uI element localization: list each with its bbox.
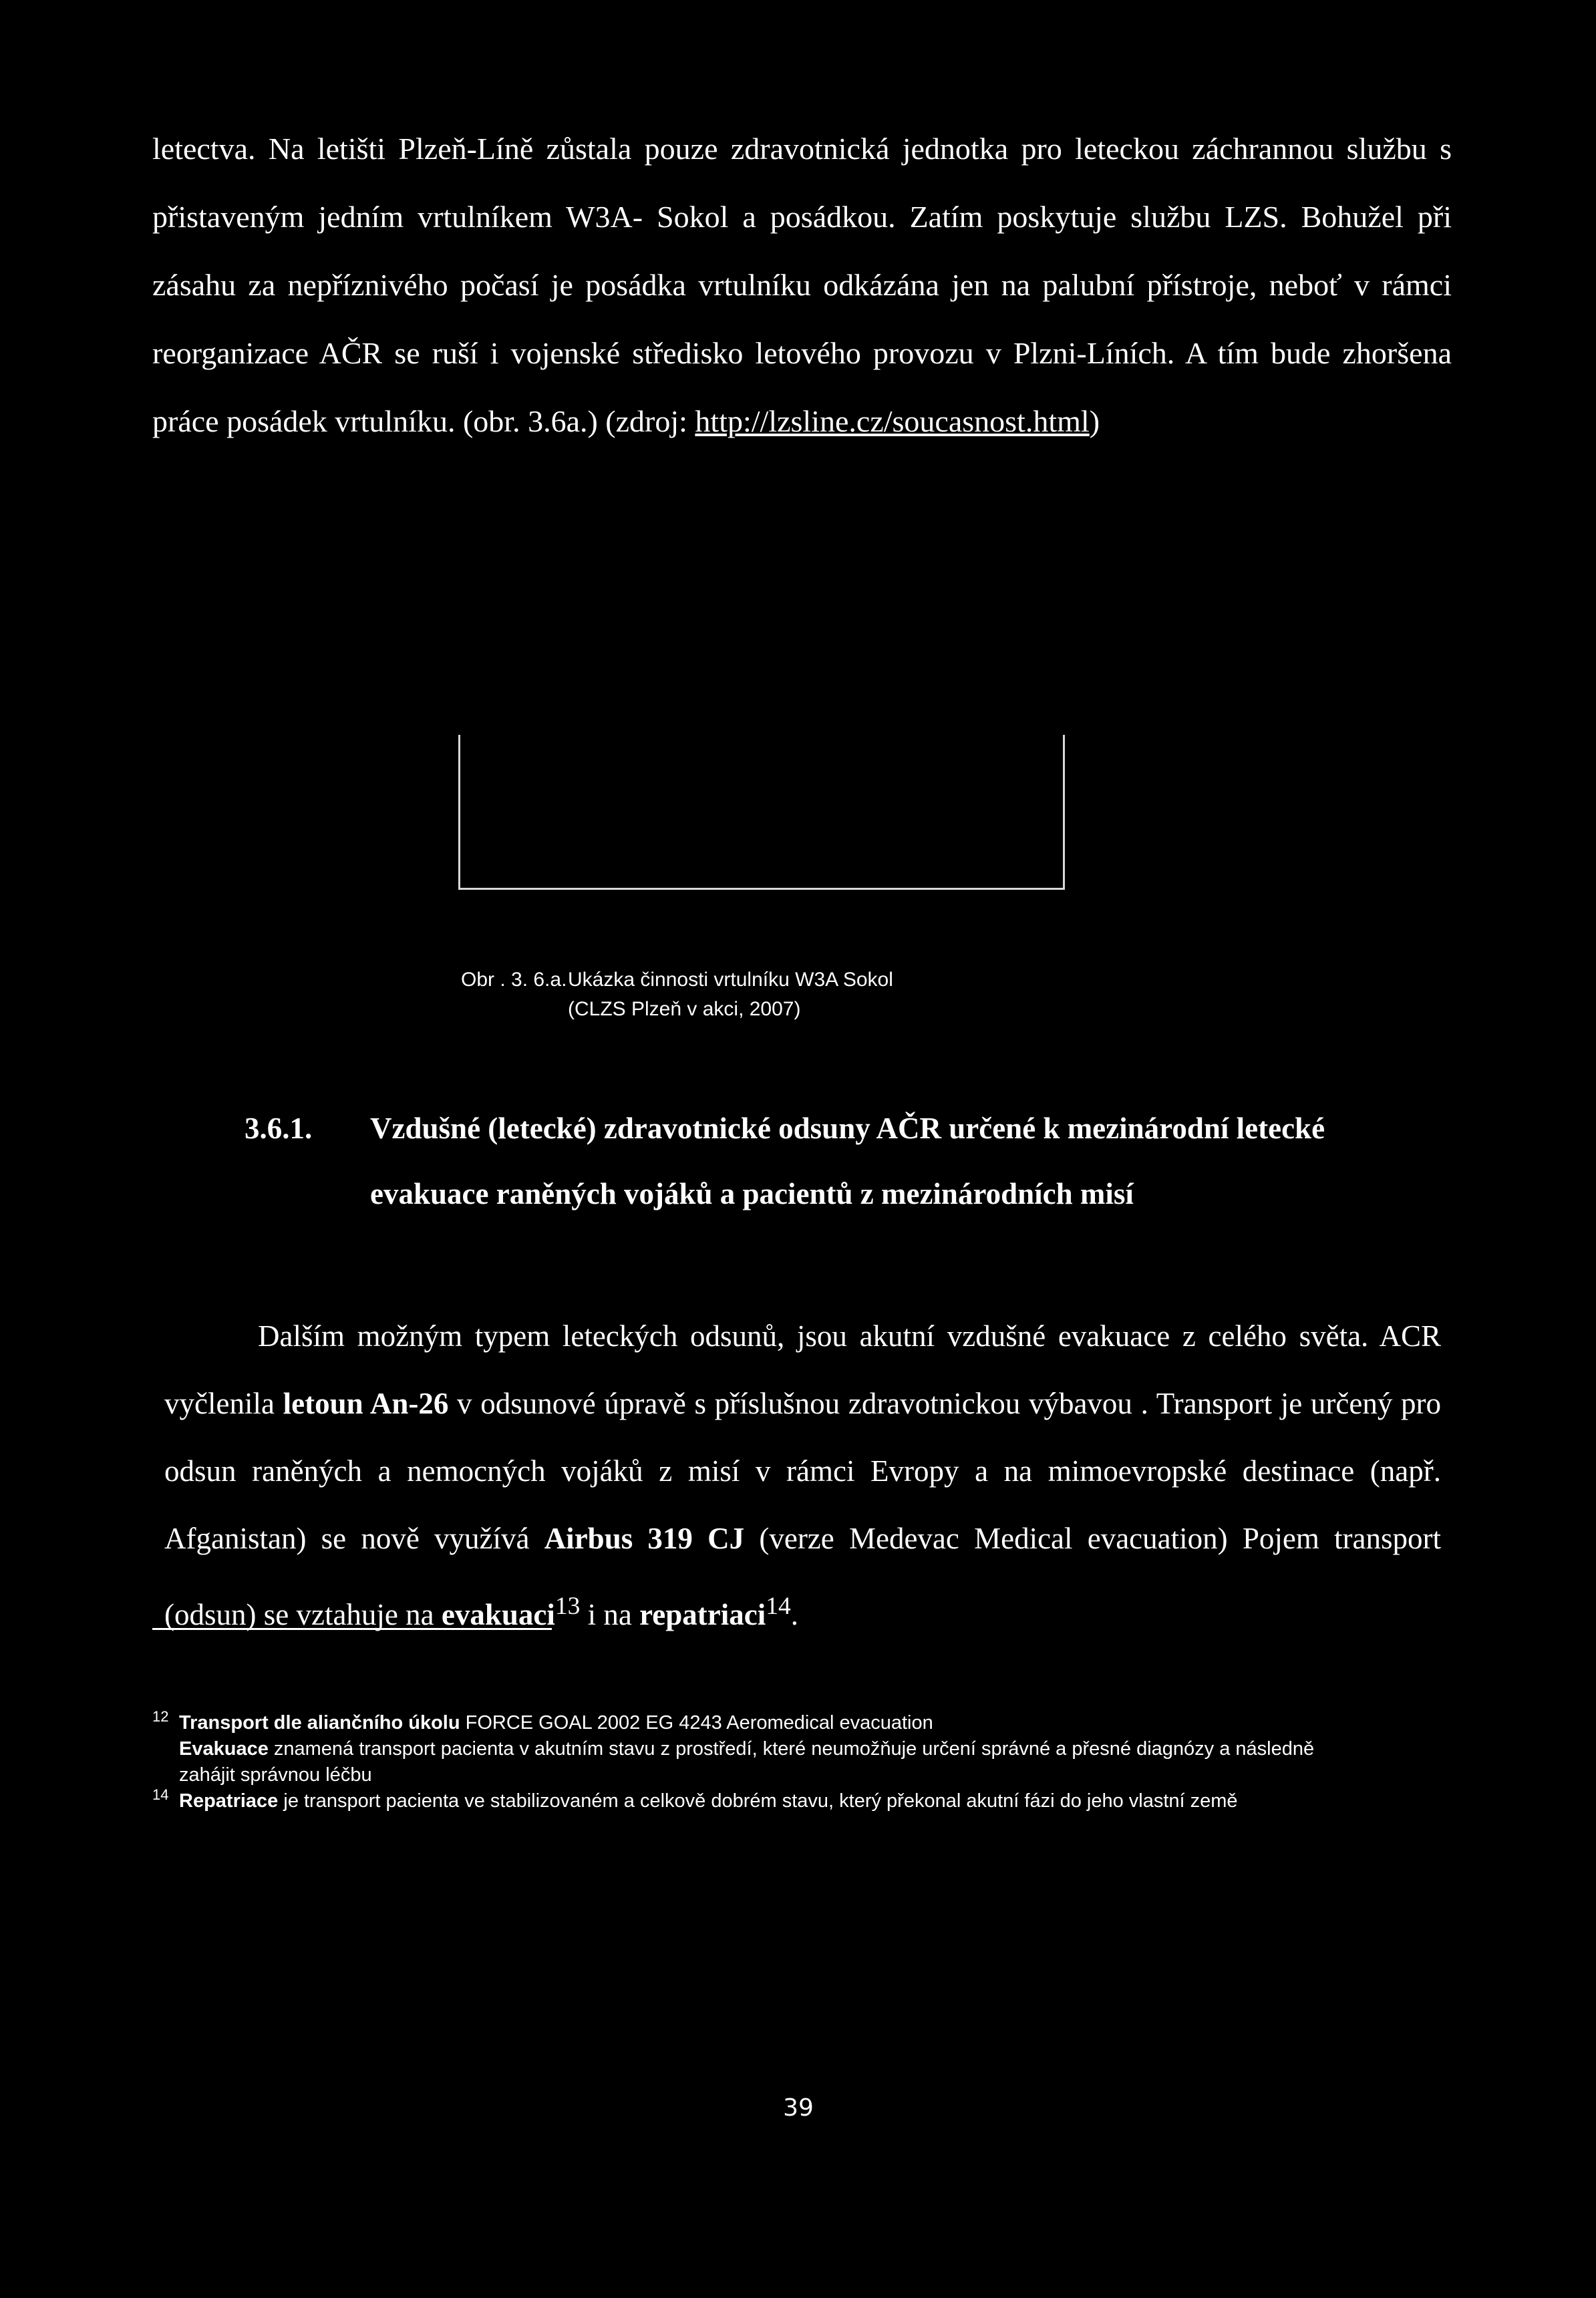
footnote-12-text: FORCE GOAL 2002 EG 4243 Aeromedical evacuation (460, 1712, 933, 1734)
footnote-12-bold: Transport dle aliančního úkolu (179, 1712, 460, 1734)
intro-text: letectva. Na letišti Plzeň-Líně zůstala pouze zdravotnická jednotka pro leteckou záchrannou službu s přistaveným jedním vrtulníkem W3A- Sokol a posádkou. Zatím poskytuje službu LZS. Bohužel při zásahu za nepříznivého počasí je posádka vrtulníku odkázána jen na palubní přístroje, neboť v rámci reorganizace AČR se ruší i vojenské středisko letového provozu v Plzni-Líních. A tím bude zhoršena práce posádek vrtulníku. (obr. 3.6a.) (zdroj: (152, 132, 1452, 438)
section-title: Vzdušné (letecké) zdravotnické odsuny AČR určené k mezinárodní letecké evakuace raněných vojáků a pacientů z mezinárodních misí (370, 1112, 1325, 1210)
figure-image-placeholder (458, 735, 1065, 890)
footnote-ref-14[interactable]: 14 (766, 1593, 791, 1620)
body-text-1: Dalším možným typem leteckých odsunů, jsou akutní vzdušné evakuace z celého světa. ACR vyčlenila (164, 1319, 1441, 1420)
body-bold-airbus: Airbus 319 CJ (544, 1522, 745, 1555)
footnote-mark-12: 12 (152, 1708, 169, 1725)
footnote-12 (152, 1710, 1348, 1736)
section-number: 3.6.1. (245, 1112, 313, 1145)
body-text-4: i na (580, 1598, 640, 1631)
footnote-14-bold: Repatriace (179, 1790, 279, 1812)
footnote-13-text: znamená transport pacienta v akutním stavu z prostředí, které neumožňuje určení správné a přesné diagnózy a následně zahájit správnou léčbu (179, 1738, 1315, 1786)
caption-line-1: Ukázka činnosti vrtulníku W3A Sokol (568, 969, 893, 991)
section-heading (245, 1096, 1440, 1226)
footnote-ref-13[interactable]: 13 (554, 1593, 581, 1620)
figure-caption (461, 965, 1196, 1024)
source-link[interactable]: http://lzsline.cz/soucasnost.html (695, 404, 1090, 438)
body-bold-an26: letoun An-26 (283, 1387, 449, 1420)
intro-paragraph (152, 115, 1452, 456)
body-bold-repatriaci: repatriaci (639, 1598, 766, 1631)
footnote-mark-14: 14 (152, 1786, 169, 1803)
caption-line-2: (CLZS Plzeň v akci, 2007) (568, 998, 801, 1020)
footnote-14-text: je transport pacienta ve stabilizovaném a celkově dobrém stavu, který překonal akutní fázi do jeho vlastní země (278, 1790, 1238, 1812)
intro-text-end: ) (1089, 404, 1100, 438)
body-text-2: v odsunové úpravě s příslušnou zdravotnickou výbavou . Transport je určený pro odsun raněných a nemocných vojáků z misí v rámci Evropy a na mimoevropské destinace (např. Afganistan) se nově využívá (164, 1387, 1441, 1555)
footnotes (152, 1710, 1348, 1814)
footnote-separator (152, 1628, 552, 1630)
body-paragraph (164, 1303, 1441, 1649)
footnote-13-bold: Evakuace (179, 1738, 269, 1760)
body-text-3: (verze Medevac Medical evacuation) Pojem transport (odsun) se vztahuje na (164, 1522, 1441, 1631)
body-bold-evakuaci: evakuaci (441, 1598, 555, 1631)
body-text-5: . (790, 1598, 798, 1631)
figure-number: Obr . 3. 6.a. (461, 969, 567, 991)
footnote-13 (152, 1736, 1348, 1788)
footnote-14 (152, 1788, 1348, 1814)
page-number: 39 (783, 2094, 814, 2122)
